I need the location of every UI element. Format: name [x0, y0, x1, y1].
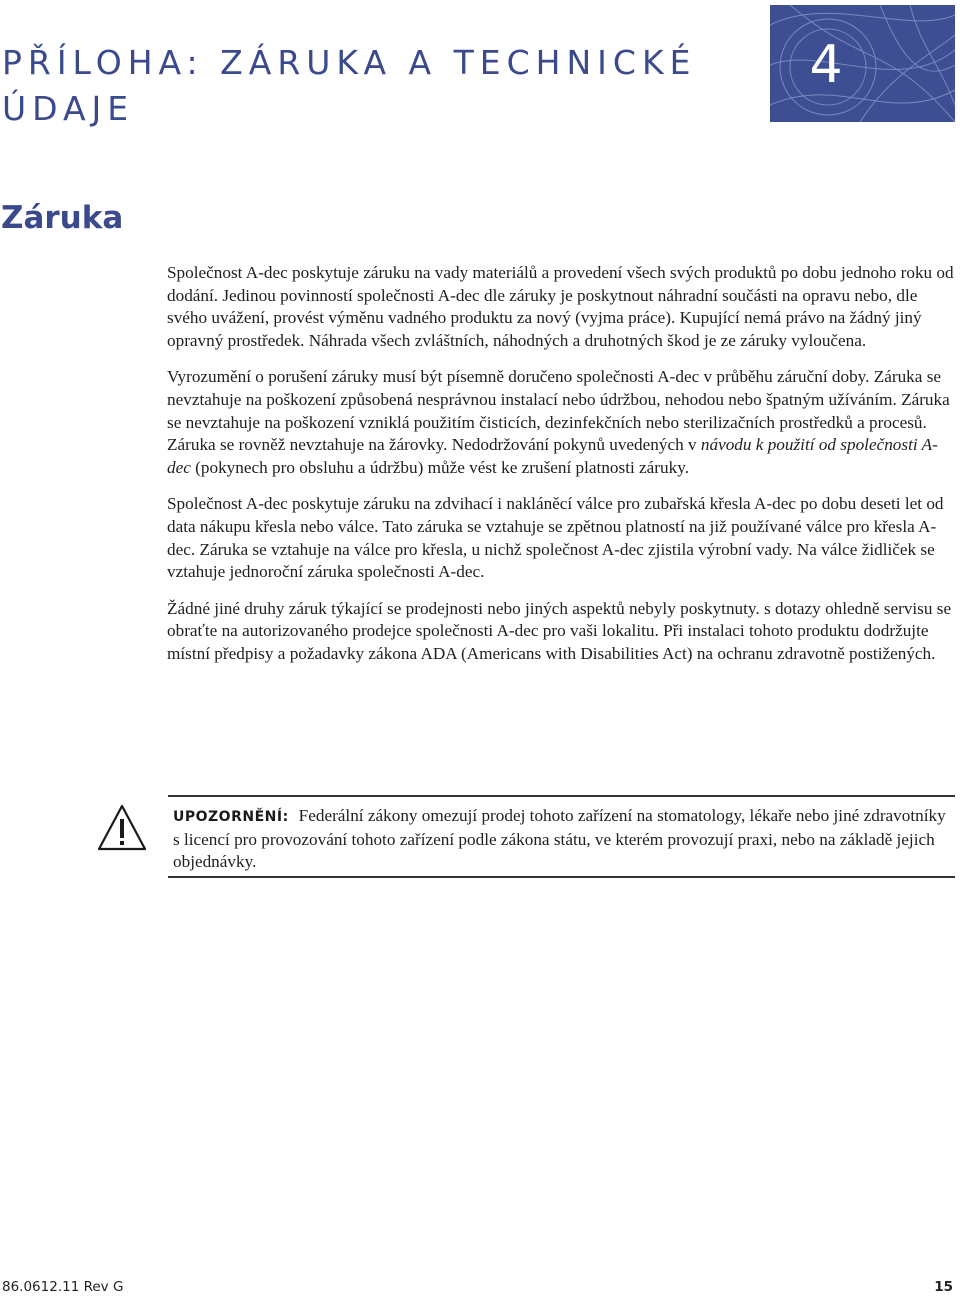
chapter-badge — [770, 5, 955, 122]
document-number: 86.0612.11 Rev G — [2, 1279, 124, 1295]
section-title: Záruka — [1, 200, 124, 236]
body-text — [167, 262, 957, 680]
warning-label: UPOZORNĚNÍ: — [173, 809, 289, 825]
chapter-number: 4 — [809, 35, 843, 95]
warning-rule-top — [168, 795, 955, 797]
chapter-title: PŘÍLOHA: ZÁRUKA A TECHNICKÉ ÚDAJE — [2, 43, 697, 128]
manual-reference: návodu k použití od společnosti A-dec — [167, 435, 938, 477]
paragraph-1: Společnost A-dec poskytuje záruku na vady materiálů a provedení všech svých produktů po dobu jednoho roku od dodání. Jedinou povinností společnosti A-dec dle záruky je poskytnout náhradní součásti na opravu nebo, dle svého uvážení, provést výměnu vadného produktu za nový (vyjma práce). Kupující nemá právo na žádný jiný opravný prostředek. Náhrada všech zvláštních, náhodných a druhotných škod je ze záruky vyloučena. — [167, 263, 954, 350]
paragraph-2-part-2: (pokynech pro obsluhu a údržbu) může vést ke zrušení platnosti záruky. — [190, 457, 689, 477]
paragraph-2-part-1: Vyrozumění o porušení záruky musí být písemně doručeno společnosti A-dec v průběhu záruční doby. Záruka se nevztahuje na poškození způsobená nesprávnou instalací nebo údržbou, nehodou nebo špatným užíváním. Záruka se nevztahuje na poškození vzniklá použitím čisticích, dezinfekčních nebo sterilizačních prostředků a procesů. Záruka se rovněž nevztahuje na žárovky. Nedodržování pokynů uvedených v — [167, 367, 950, 455]
warning-triangle-icon — [96, 802, 148, 854]
page-number: 15 — [934, 1279, 953, 1295]
paragraph-3: Společnost A-dec poskytuje záruku na zdvihací i nakláněcí válce pro zubařská křesla A-dec po dobu deseti let od data nákupu křesla nebo válce. Tato záruka se vztahuje se zpětnou platností na již používané válce pro křesla A-dec. Záruka se vztahuje na válce pro křesla, u nichž společnost A-dec zjistila výrobní vady. Na válce židliček se vztahuje jednoroční záruka společnosti A-dec. — [167, 494, 944, 582]
paragraph-2 — [167, 366, 957, 479]
warning-message: Federální zákony omezují prodej tohoto zařízení na stomatology, lékaře nebo jiné zdravotníky s licencí pro provozování tohoto zařízení podle zákona státu, ve kterém provozují praxi, nebo na základě jejich objednávky. — [173, 806, 946, 872]
paragraph-4: Žádné jiné druhy záruk týkající se prodejnosti nebo jiných aspektů nebyly poskytnuty. s dotazy ohledně servisu se obraťte na autorizovaného prodejce společnosti A-dec pro vaši lokalitu. Při instalaci tohoto produktu dodržujte místní předpisy a požadavky zákona ADA (Americans with Disabilities Act) na ochranu zdravotně postižených. — [167, 598, 952, 663]
warning-text — [173, 805, 955, 874]
warning-rule-bottom — [168, 876, 955, 878]
